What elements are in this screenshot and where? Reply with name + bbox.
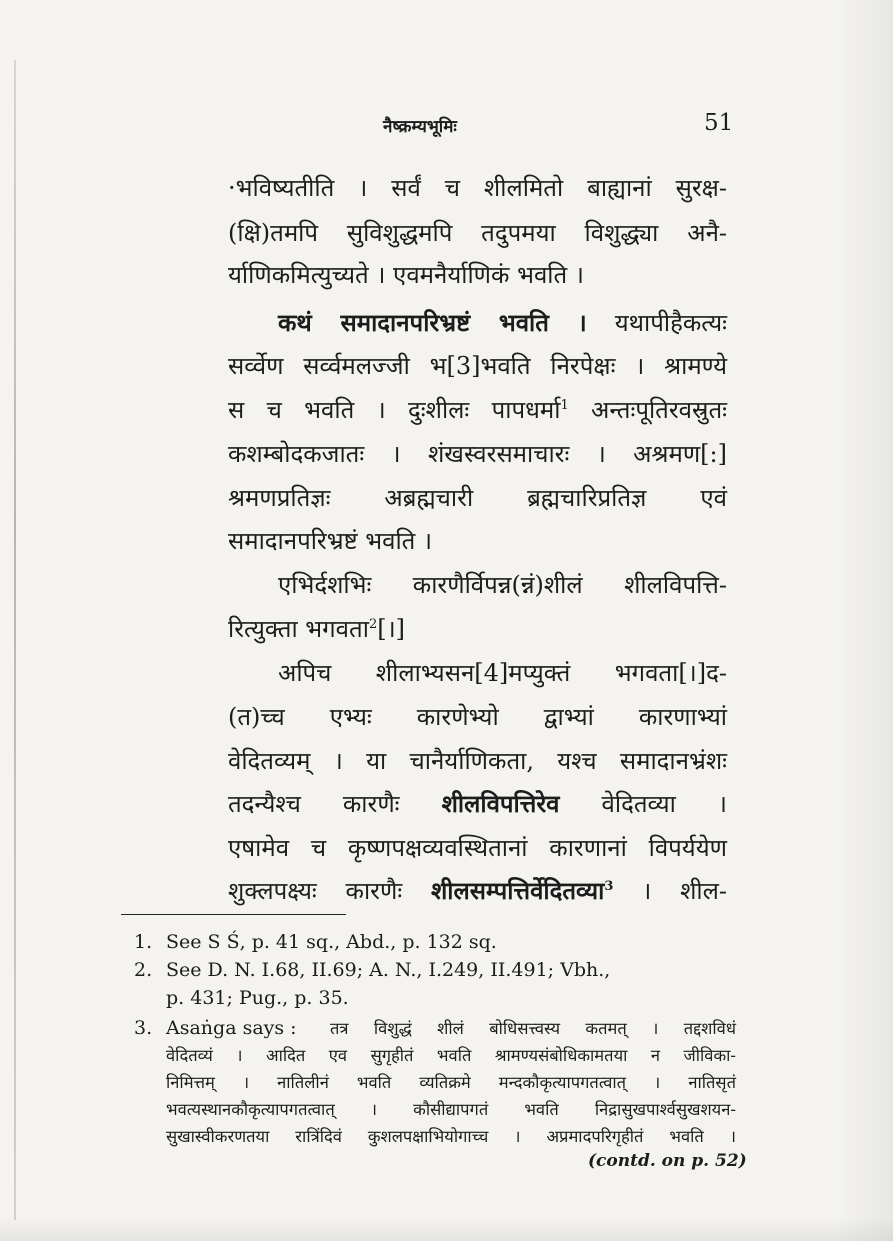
text-line: श्रमणप्रतिज्ञः अब्रह्मचारी ब्रह्मचारिप्रतिज्ञ एवं xyxy=(228,484,727,512)
text-line: (क्षि)तमपि सुविशुद्धमपि तदुपमया विशुद्ध्या अनै- xyxy=(228,219,727,247)
footnote-number: 3. xyxy=(134,1017,153,1039)
text-line: स च भवति । दुःशीलः पापधर्मा$^1$ अन्तःपूतिरवस्रुतः xyxy=(228,396,727,424)
text-line: एषामेव च कृष्णपक्षव्यवस्थितानां कारणानां विपर्ययेण xyxy=(228,834,727,862)
footnote-ref: 2 xyxy=(368,617,378,632)
footnote-text: See D. N. I.68, II.69; A. N., I.249, II.491; Vbh., xyxy=(166,959,611,981)
text-line: समादानपरिभ्रष्टं भवति । xyxy=(228,527,433,555)
footnote-text: p. 431; Pug., p. 35. xyxy=(166,987,349,1009)
footnote-sanskrit-line: सुखास्वीकरणतया रात्रिंदिवं कुशलपक्षाभियोगाच्च । अप्रमादपरिगृहीतं भवति । xyxy=(166,1127,736,1146)
text-line: एभिर्दशभिः कारणैर्विपन्न(न्नं)शीलं शीलविपत्ति- xyxy=(278,571,727,599)
text-line: र्याणिकमित्युच्यते । एवमनैर्याणिकं भवति । xyxy=(228,261,584,289)
text-line: तदन्यैश्च कारणैः शीलविपत्तिरेव वेदितव्या । xyxy=(228,789,727,818)
text-line: कथं समादानपरिभ्रष्टं भवति । यथापीहैकत्यः xyxy=(278,308,727,337)
footnote-sanskrit-line: निमित्तम् । नातिलीनं भवति व्यतिक्रमे मन्दकौकृत्यापगतत्वात् । नातिसृतं xyxy=(166,1073,736,1092)
footnote-ref: 1 xyxy=(560,398,569,413)
text-line: कशम्बोदकजातः । शंखस्वरसमाचारः । अश्रमण[:] xyxy=(228,440,727,468)
scan-edge xyxy=(14,60,16,1220)
text-line: सर्व्वेण सर्व्वमलज्जी भ[3]भवति निरपेक्षः । श्रामण्ये xyxy=(228,352,727,380)
scan-shadow-bottom xyxy=(0,1217,893,1241)
footnote-sanskrit-line: तत्र विशुद्धं शीलं बोधिसत्त्वस्य कतमत् । तद्दशविधं xyxy=(330,1019,736,1038)
continued-note: (contd. on p. 52) xyxy=(588,1151,747,1171)
bold-term: शीलविपत्तिरेव xyxy=(441,789,560,818)
footnote-text: See S Ś, p. 41 sq., Abd., p. 132 sq. xyxy=(166,931,497,953)
page-number: 51 xyxy=(704,110,734,136)
bold-term: शीलसम्पत्तिर्वेदितव्या$^3$ xyxy=(430,876,614,905)
text-line: रित्युक्ता भगवता$^2$[।] xyxy=(228,615,406,643)
section-heading: कथं समादानपरिभ्रष्टं भवति । xyxy=(278,308,587,337)
footnote-divider xyxy=(121,914,346,915)
footnote-number: 1. xyxy=(134,931,153,953)
text-line: वेदितव्यम् । या चानैर्याणिकता, यश्च समादानभ्रंशः xyxy=(228,747,727,775)
footnote-ref: 3 xyxy=(604,879,614,894)
footnote-sanskrit-line: वेदितव्यं । आदित एव सुगृहीतं भवति श्रामण्यसंबोधिकामतया न जीविका- xyxy=(166,1046,736,1065)
footnote-number: 2. xyxy=(134,959,153,981)
footnote-sanskrit-line: भवत्यस्थानकौकृत्यापगतत्वात् । कौसीद्यापगतं भवति निद्रासुखपार्श्वसुखशयन- xyxy=(166,1100,736,1119)
footnote xyxy=(134,957,734,983)
text-line: शुक्लपक्ष्यः कारणैः शीलसम्पत्तिर्वेदितव्या$^3$ । शील- xyxy=(228,876,727,905)
text-line: (त)च्च एभ्यः कारणेभ्यो द्वाभ्यां कारणाभ्यां xyxy=(228,703,727,731)
text-line: अपिच शीलाभ्यसन[4]मप्युक्तं भगवता[।]द- xyxy=(278,659,727,687)
text-line: ·भविष्यतीति । सर्वं च शीलमितो बाह्यानां सुरक्ष- xyxy=(228,174,727,202)
footnote xyxy=(134,929,734,955)
running-title: नैष्क्रम्यभूमिः xyxy=(383,117,457,137)
scan-shadow xyxy=(833,0,893,1241)
footnote-text: Asaṅga says : xyxy=(166,1017,297,1039)
